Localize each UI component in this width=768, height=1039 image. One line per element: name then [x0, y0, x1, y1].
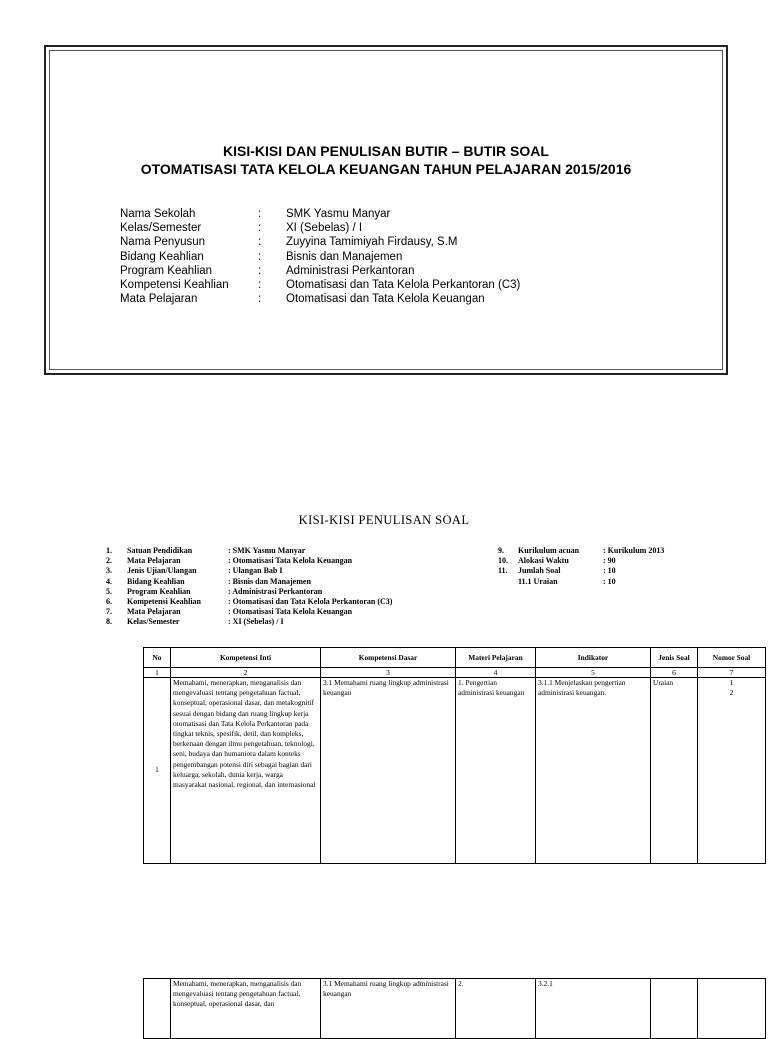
- jenis-soal-cell: Uraian: [651, 678, 698, 864]
- cover-title-line2: OTOMATISASI TATA KELOLA KEUANGAN TAHUN PELAJARAN 2015/2016: [140, 161, 632, 177]
- nomor-soal: 2: [729, 688, 734, 698]
- cover-title-line1: KISI-KISI DAN PENULISAN BUTIR – BUTIR SOAL: [223, 143, 549, 159]
- field-label: Program Keahlian: [120, 264, 213, 277]
- field-value: Otomatisasi dan Tata Kelola Keuangan: [286, 293, 485, 306]
- field-label: Bidang Keahlian: [120, 250, 204, 263]
- field-value: XI (Sebelas) / I: [286, 222, 363, 235]
- meta-right-list: [498, 546, 664, 587]
- meta-item: 11. Jumlah Soal : 10: [498, 566, 616, 576]
- indikator-cell: 3.1.1 Menjelaskan pengertian administrasi keuangan.: [536, 678, 651, 864]
- field-value: Administrasi Perkantoran: [286, 264, 415, 277]
- header-nomor-soal: Nomor Soal: [698, 648, 766, 668]
- cover-field: Kompetensi Keahlian : Otomatisasi dan Tata Kelola Perkantoran (C3): [120, 279, 521, 292]
- jenis-soal-cell: [651, 979, 698, 1039]
- nomor-soal-cell: [698, 979, 766, 1039]
- table-header-row: [144, 648, 766, 668]
- meta-left-list: [106, 546, 392, 628]
- cover-field: Program Keahlian : Administrasi Perkantoran: [120, 264, 415, 277]
- materi-cell: 1. Pengertian administrasi keuangan: [456, 678, 536, 864]
- header-kompetensi-inti: Kompetensi Inti: [171, 648, 321, 668]
- meta-item: 7. Mata Pelajaran : Otomatisasi Tata Kelola Keuangan: [106, 607, 353, 617]
- nomor-soal-cell: [698, 678, 766, 864]
- meta-item: 3. Jenis Ujian/Ulangan : Ulangan Bab I: [106, 566, 283, 576]
- sheet-title: KISI-KISI PENULISAN SOAL: [298, 513, 470, 527]
- header-materi: Materi Pelajaran: [456, 648, 536, 668]
- field-label: Mata Pelajaran: [120, 293, 198, 306]
- row-no: 1: [144, 678, 171, 864]
- column-number-row: 1 2 3 4 5 6 7: [144, 668, 766, 678]
- cover-info: [120, 207, 520, 306]
- field-value: Bisnis dan Manajemen: [286, 250, 403, 263]
- header-kompetensi-dasar: Kompetensi Dasar: [321, 648, 456, 668]
- meta-item: 10. Alokasi Waktu : 90: [498, 556, 616, 566]
- meta-item: 6. Kompetensi Keahlian : Otomatisasi dan Tata Kelola Perkantoran (C3): [106, 597, 393, 607]
- meta-item: 5. Program Keahlian : Administrasi Perkantoran: [106, 586, 323, 596]
- header-no: No: [144, 648, 171, 668]
- meta-item: 8. Kelas/Semester : XI (Sebelas) / I: [106, 617, 284, 627]
- cover-field: Kelas/Semester : XI (Sebelas) / I: [120, 222, 363, 235]
- kompetensi-dasar-cell: 3.1 Memahami ruang lingkup administrasi keuangan: [321, 979, 456, 1039]
- indikator-cell: 3.2.1: [536, 979, 651, 1039]
- kompetensi-inti-cell: Memahami, menerapkan, menganalisis dan mengevaluasi tentang pengetahuan factual, konseptual, operasional dasar, dan metakognitif sesuai dengan bidang dan ruang lingkup kerja otomatisasi dan Tata Kelola Perkantoran pada tingkat teknis, spesifik, detil, dan kompleks, berkenaan dengan ilmu pengetahuan, teknologi, seni, budaya dan humaniora dalam konteks pengembangan potensi diri sebagai bagian dari keluarga, sekolah, dunia kerja, warga masyarakat nasional, regional, dan internasional: [171, 678, 321, 864]
- cover-field: Nama Penyusun : Zuyyina Tamimiyah Firdausy, S.M: [120, 236, 458, 249]
- header-indikator: Indikator: [536, 648, 651, 668]
- table-row: [144, 678, 766, 864]
- table-row: [144, 979, 766, 1039]
- meta-item: 11.1 Uraian : 10: [518, 576, 616, 586]
- header-jenis-soal: Jenis Soal: [651, 648, 698, 668]
- row-no: [144, 979, 171, 1039]
- meta-item: 9. Kurikulum acuan : Kurikulum 2013: [498, 546, 665, 555]
- cover-box: [44, 45, 728, 375]
- cover-field: Nama Sekolah : SMK Yasmu Manyar: [120, 208, 391, 220]
- materi-cell: 2.: [456, 979, 536, 1039]
- field-label: Kelas/Semester: [120, 222, 202, 235]
- field-value: Otomatisasi dan Tata Kelola Perkantoran (C3): [286, 279, 521, 292]
- field-value: Zuyyina Tamimiyah Firdausy, S.M: [286, 236, 458, 249]
- field-label: Nama Penyusun: [120, 236, 206, 249]
- cover-field: Mata Pelajaran : Otomatisasi dan Tata Kelola Keuangan: [120, 293, 485, 306]
- field-value: SMK Yasmu Manyar: [286, 208, 391, 220]
- field-label: Kompetensi Keahlian: [120, 279, 229, 292]
- meta-item: 1. Satuan Pendidikan : SMK Yasmu Manyar: [106, 546, 306, 555]
- cover-title: [46, 142, 726, 178]
- kisi-kisi-table-continued: [143, 978, 766, 1039]
- field-label: Nama Sekolah: [120, 208, 196, 220]
- meta-item: 4. Bidang Keahlian : Bisnis dan Manajemen: [106, 576, 311, 586]
- meta-item: 2. Mata Pelajaran : Otomatisasi Tata Kelola Keuangan: [106, 556, 353, 566]
- kompetensi-inti-cell: Memahami, menerapkan, menganalisis dan mengevaluasi tentang pengetahuan factual, konseptual, operasional dasar, dan: [171, 979, 321, 1039]
- kompetensi-dasar-cell: 3.1 Memahami ruang lingkup administrasi keuangan: [321, 678, 456, 864]
- cover-field: Bidang Keahlian : Bisnis dan Manajemen: [120, 250, 403, 263]
- kisi-kisi-table: [143, 647, 766, 864]
- nomor-soal: 1: [729, 678, 734, 687]
